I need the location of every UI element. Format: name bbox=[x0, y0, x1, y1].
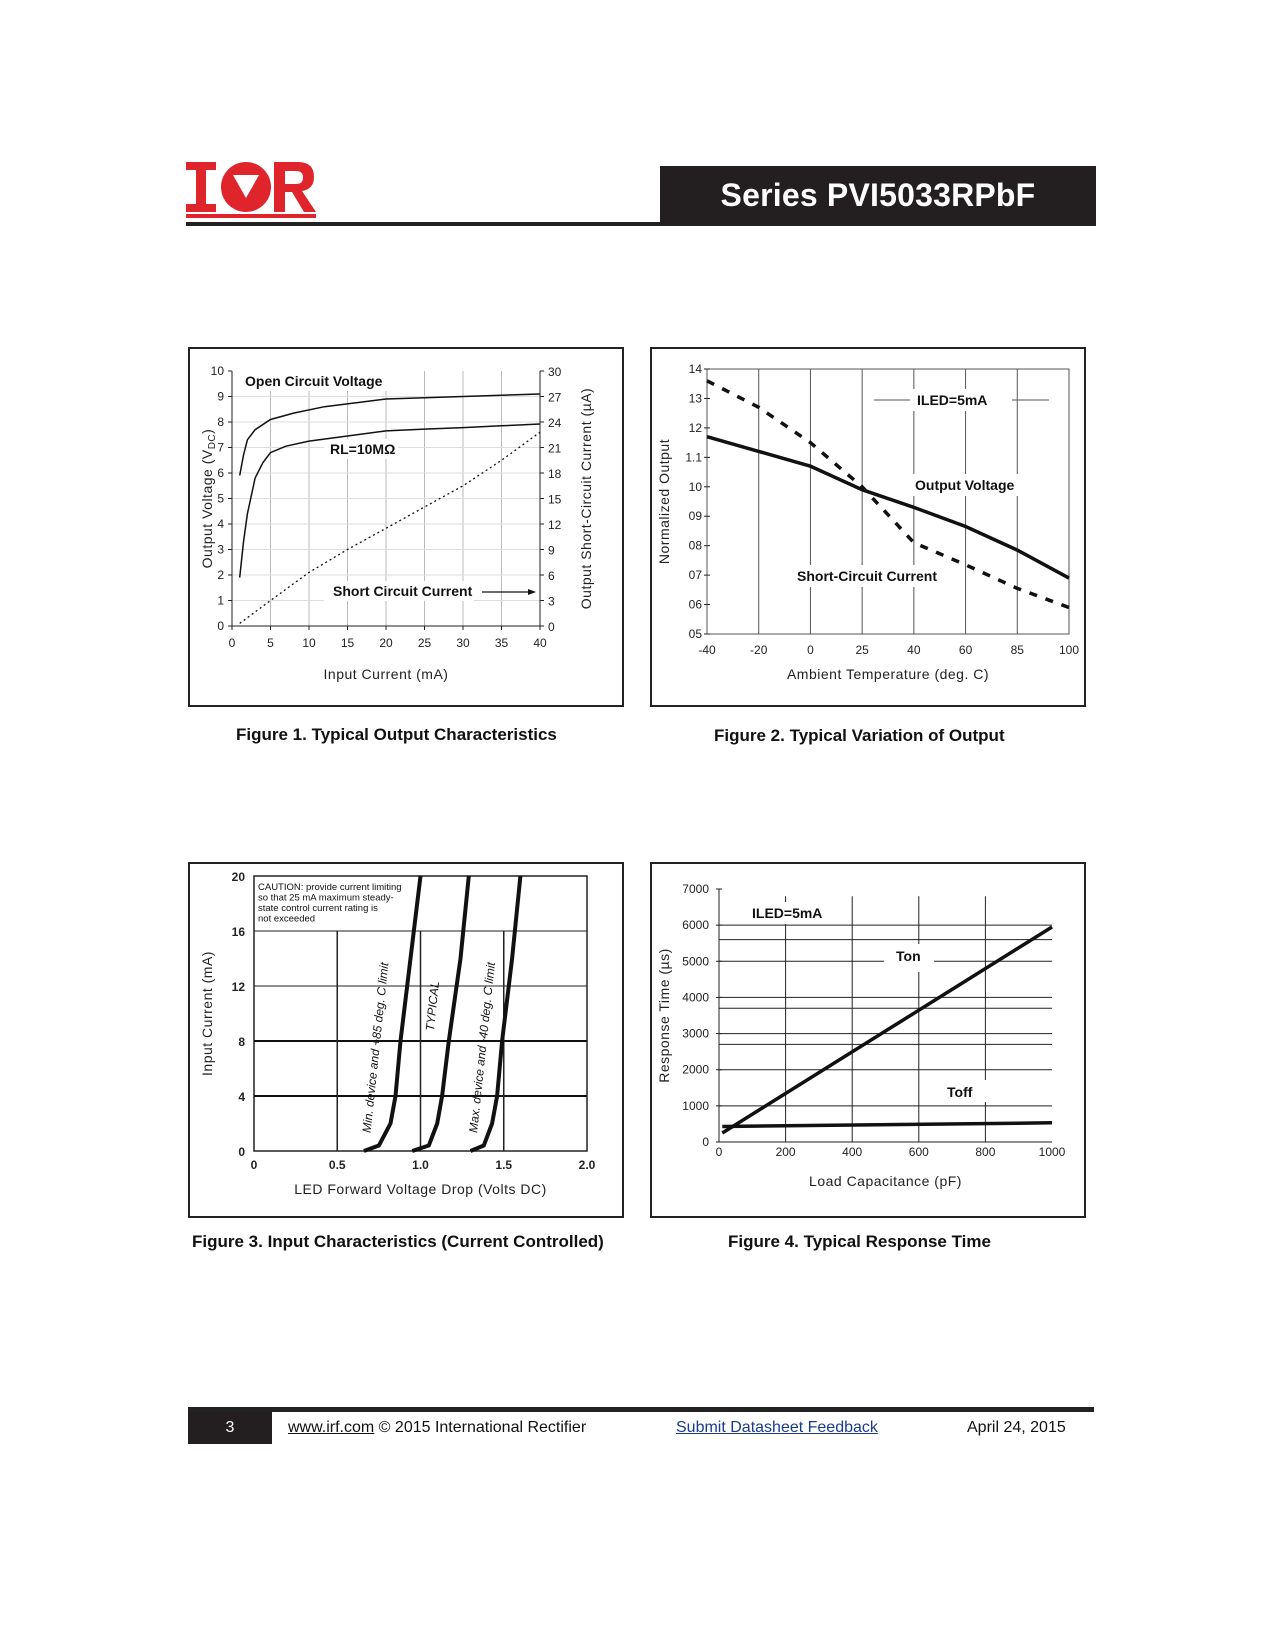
y-tick-label: 12 bbox=[231, 980, 245, 994]
figure-4-svg bbox=[652, 864, 1088, 1220]
y2-axis-label: Output Short-Circuit Current (µA) bbox=[578, 387, 594, 610]
y-tick-label: 3 bbox=[217, 542, 224, 557]
y-tick-label: 1.1 bbox=[685, 450, 702, 465]
open-circuit-voltage-line bbox=[240, 394, 540, 476]
x-tick-label: 2.0 bbox=[578, 1158, 596, 1172]
y-tick-label: 8 bbox=[217, 415, 224, 429]
annotation-short-circuit-current: Short Circuit Current bbox=[333, 583, 473, 599]
y-tick-label: 2000 bbox=[682, 1062, 709, 1077]
footer-rule bbox=[188, 1407, 1094, 1412]
figure-1-caption: Figure 1. Typical Output Characteristics bbox=[236, 725, 557, 744]
x-tick-label: 0 bbox=[250, 1158, 258, 1172]
x-tick-label: 30 bbox=[456, 636, 470, 650]
y-tick-label: 5 bbox=[217, 491, 224, 506]
y-tick-label: 5000 bbox=[682, 954, 709, 969]
y2-tick-label: 6 bbox=[548, 569, 555, 583]
y-tick-label: 12 bbox=[688, 420, 702, 435]
y-tick-label: 0 bbox=[702, 1135, 709, 1149]
y-tick-label: 13 bbox=[688, 391, 702, 406]
x-tick-label: 100 bbox=[1058, 643, 1080, 657]
y-tick-label: 08 bbox=[688, 538, 702, 553]
caution-note-line: CAUTION: provide current limiting bbox=[258, 882, 402, 893]
annotation-iled: ILED=5mA bbox=[752, 905, 823, 921]
max-device-label: Max. device and -40 deg. C limit bbox=[466, 961, 499, 1134]
y-axis-label: Normalized Output bbox=[656, 438, 672, 565]
figure-1-chart bbox=[188, 347, 624, 707]
x-tick-label: 35 bbox=[494, 636, 509, 650]
figure-2-caption: Figure 2. Typical Variation of Output bbox=[714, 726, 1005, 745]
y-tick-label: 14 bbox=[688, 362, 702, 376]
x-tick-label: 25 bbox=[417, 636, 432, 650]
x-tick-label: 20 bbox=[379, 636, 393, 650]
y2-tick-label: 30 bbox=[548, 365, 562, 379]
y-tick-label: 1000 bbox=[682, 1098, 709, 1113]
y-tick-label: 0 bbox=[217, 619, 224, 633]
y-tick-label: 06 bbox=[688, 597, 702, 612]
x-tick-label: 1000 bbox=[1038, 1145, 1066, 1159]
y-tick-label: 1 bbox=[217, 593, 224, 608]
x-tick-label: 0 bbox=[228, 636, 236, 650]
site-link[interactable]: www.irf.com bbox=[288, 1419, 375, 1436]
x-tick-label: 200 bbox=[775, 1145, 796, 1159]
annotation-short-circuit-current: Short-Circuit Current bbox=[797, 568, 937, 584]
x-tick-label: 60 bbox=[958, 643, 973, 657]
y-tick-label: 05 bbox=[688, 627, 702, 641]
x-tick-label: 800 bbox=[975, 1145, 996, 1159]
y-tick-label: 09 bbox=[688, 509, 702, 524]
y-tick-label: 10 bbox=[210, 364, 224, 378]
x-axis-label: LED Forward Voltage Drop (Volts DC) bbox=[294, 1181, 547, 1197]
figure-4-chart bbox=[650, 862, 1086, 1218]
y2-tick-label: 0 bbox=[548, 620, 555, 634]
page-number: 3 bbox=[225, 1419, 235, 1436]
annotation-toff: Toff bbox=[947, 1084, 973, 1100]
footer-date: April 24, 2015 bbox=[967, 1419, 1066, 1436]
x-tick-label: 600 bbox=[908, 1145, 929, 1159]
y2-tick-label: 27 bbox=[548, 390, 562, 405]
toff-line bbox=[722, 1123, 1052, 1127]
y-tick-label: 4000 bbox=[682, 990, 709, 1005]
figure-4-caption: Figure 4. Typical Response Time bbox=[728, 1232, 991, 1251]
y-tick-label: 6 bbox=[217, 466, 224, 480]
figure-1-svg bbox=[190, 349, 626, 709]
annotation-open-circuit-voltage: Open Circuit Voltage bbox=[245, 373, 383, 389]
x-axis-label: Ambient Temperature (deg. C) bbox=[786, 666, 990, 682]
y-tick-label: 16 bbox=[231, 925, 245, 939]
x-tick-label: -40 bbox=[698, 643, 716, 657]
annotation-rl: RL=10MΩ bbox=[330, 441, 396, 457]
y-tick-label: 07 bbox=[688, 568, 702, 583]
y2-tick-label: 12 bbox=[548, 518, 562, 532]
copyright-text: © 2015 International Rectifier bbox=[374, 1419, 587, 1436]
min-device-label: Min. device and +85 deg. C limit bbox=[359, 961, 392, 1134]
y-axis-label: Output Voltage $(V_{DC})$ bbox=[199, 428, 218, 569]
y-tick-label: 3000 bbox=[682, 1026, 709, 1041]
y-tick-label: 4 bbox=[217, 517, 224, 531]
x-tick-label: 0.5 bbox=[328, 1158, 346, 1172]
typical-label: TYPICAL bbox=[422, 980, 443, 1032]
y-tick-label: 2 bbox=[217, 568, 224, 582]
figure-3-svg bbox=[190, 864, 626, 1220]
y-tick-label: 8 bbox=[238, 1035, 245, 1049]
caution-note-line: so that 25 mA maximum steady- bbox=[258, 892, 394, 904]
y2-tick-label: 15 bbox=[548, 492, 562, 507]
arrow-icon bbox=[528, 589, 536, 595]
x-tick-label: 5 bbox=[267, 636, 274, 650]
y-tick-label: 6000 bbox=[682, 918, 709, 933]
caution-note-line: not exceeded bbox=[258, 913, 316, 925]
x-tick-label: 85 bbox=[1010, 643, 1024, 657]
y-tick-label: 7000 bbox=[682, 882, 709, 896]
series-title: Series PVI5033RPbF bbox=[720, 177, 1036, 213]
footer-site bbox=[288, 1419, 586, 1437]
y-tick-label: 20 bbox=[231, 870, 245, 884]
annotation-ton: Ton bbox=[896, 948, 921, 964]
figure-2-chart bbox=[650, 347, 1086, 707]
y-axis-label: Response Time (µs) bbox=[656, 948, 672, 1083]
x-axis-label: Input Current (mA) bbox=[323, 666, 449, 682]
y-axis-label: Input Current (mA) bbox=[199, 951, 215, 1076]
ior-logo bbox=[186, 160, 316, 218]
figure-3-caption: Figure 3. Input Characteristics (Current Controlled) bbox=[192, 1232, 604, 1251]
x-tick-label: 25 bbox=[855, 643, 869, 657]
x-tick-label: 0 bbox=[715, 1145, 723, 1159]
y-tick-label: 0 bbox=[238, 1145, 245, 1159]
x-axis-label: Load Capacitance (pF) bbox=[809, 1173, 962, 1189]
y2-tick-label: 21 bbox=[548, 441, 562, 456]
x-tick-label: 15 bbox=[340, 636, 355, 650]
annotation-iled: ILED=5mA bbox=[917, 392, 988, 408]
y2-tick-label: 9 bbox=[548, 543, 555, 558]
y2-tick-label: 24 bbox=[548, 416, 562, 430]
y-tick-label: 9 bbox=[217, 389, 224, 404]
x-tick-label: 10 bbox=[302, 636, 316, 650]
caution-note-line: state control current rating is bbox=[258, 903, 378, 914]
y2-tick-label: 18 bbox=[548, 467, 562, 481]
x-tick-label: 1.5 bbox=[495, 1158, 513, 1172]
figure-3-chart bbox=[188, 862, 624, 1218]
x-tick-label: 0 bbox=[807, 643, 814, 657]
x-tick-label: 1.0 bbox=[412, 1158, 429, 1172]
x-tick-label: 40 bbox=[533, 636, 547, 650]
x-tick-label: 40 bbox=[907, 643, 921, 657]
y2-tick-label: 3 bbox=[548, 594, 555, 609]
feedback-link[interactable]: Submit Datasheet Feedback bbox=[676, 1419, 878, 1436]
y-tick-label: 4 bbox=[238, 1090, 245, 1104]
annotation-output-voltage: Output Voltage bbox=[915, 477, 1015, 493]
x-tick-label: -20 bbox=[750, 643, 768, 657]
output-voltage-line bbox=[707, 437, 1069, 578]
figure-2-svg bbox=[652, 349, 1088, 709]
x-tick-label: 400 bbox=[842, 1145, 863, 1159]
y-tick-label: 10 bbox=[688, 479, 702, 494]
y-tick-label: 7 bbox=[217, 440, 224, 455]
